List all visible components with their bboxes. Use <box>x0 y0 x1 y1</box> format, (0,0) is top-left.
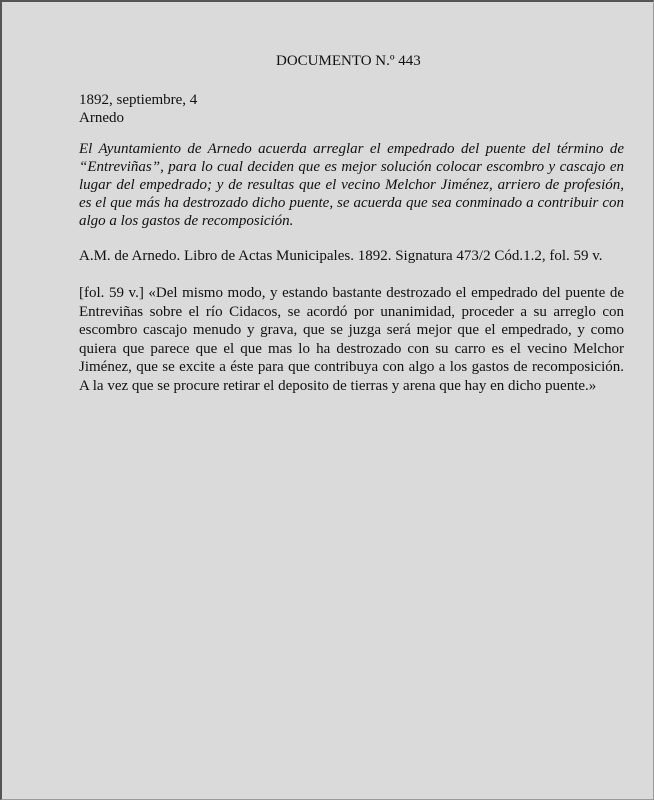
document-title: DOCUMENTO N.º 443 <box>276 53 421 69</box>
document-date: 1892, septiembre, 4 <box>79 92 198 108</box>
document-source: A.M. de Arnedo. Libro de Actas Municipales. 1892. Signatura 473/2 Cód.1.2, fol. 59 v. <box>79 248 603 264</box>
document-place: Arnedo <box>79 110 124 126</box>
document-summary: El Ayuntamiento de Arnedo acuerda arreglar el empedrado del puente del término de “Entreviñas”, para lo cual deciden que es mejor solución colocar escombro y cascajo en lugar del empedrado; y de resultas que el vecino Melchor Jiménez, arriero de profesión, es el que más ha destrozado dicho puente, se acuerda que sea conminado a contribuir con algo a los gastos de recomposición. <box>79 141 624 229</box>
document-body: [fol. 59 v.] «Del mismo modo, y estando bastante destrozado el empedrado del puente de Entreviñas sobre el río Cidacos, se acordó por unanimidad, proceder a su arreglo con escombro cascajo menudo y grava, que se juzga será mejor que el empedrado, y como quiera que parece que el que mas lo ha destrozado con su carro es el vecino Melchor Jiménez, que se excite a éste para que contribuya con algo a los gastos de recomposición. A la vez que se procure retirar el deposito de tierras y arena que hay en dicho puente.» <box>79 285 624 394</box>
